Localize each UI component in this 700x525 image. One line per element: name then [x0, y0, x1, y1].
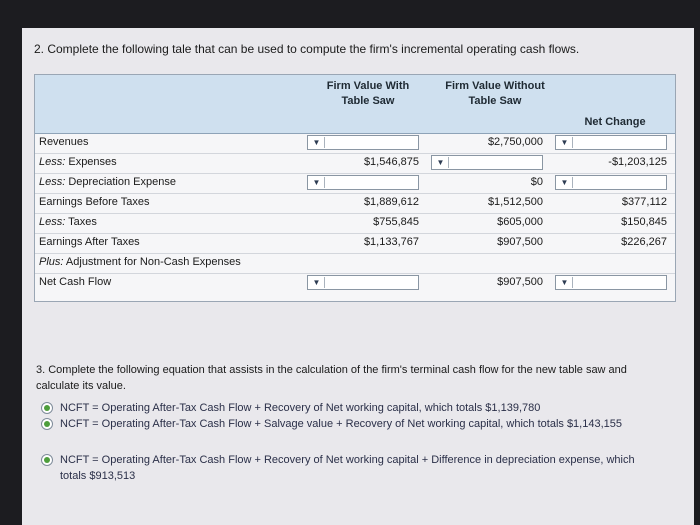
question-3-prompt: 3. Complete the following equation that assists in the calculation of the firm's terminal cash flow for the new table saw and calculate its value.: [36, 364, 627, 392]
table-row: [35, 273, 675, 293]
header-with-table-saw: Firm Value With Table Saw: [326, 80, 410, 107]
row-label: Plus: Adjustment for Non-Cash Expenses: [39, 256, 241, 268]
chevron-down-icon: ▼: [557, 277, 573, 288]
net-cash-flow-with-dropdown[interactable]: [307, 275, 419, 290]
chevron-down-icon: ▼: [557, 177, 573, 188]
eat-net-value: $226,267: [621, 236, 667, 248]
row-label: Earnings Before Taxes: [39, 196, 150, 208]
chevron-down-icon: ▼: [433, 157, 449, 168]
row-label: Less: Taxes: [39, 216, 97, 228]
chevron-down-icon: ▼: [309, 277, 325, 288]
taxes-with-value: $755,845: [373, 216, 419, 228]
expenses-with-value: $1,546,875: [363, 156, 419, 168]
terminal-cash-flow-option-3[interactable]: [60, 452, 660, 484]
option-label: NCFT = Operating After-Tax Cash Flow + Salvage value + Recovery of Net working capital, which totals $1,143,155: [60, 418, 622, 430]
row-label: Earnings After Taxes: [39, 236, 140, 248]
header-net-change: Net Change: [584, 116, 646, 128]
row-label: Revenues: [39, 136, 89, 148]
row-label: Less: Depreciation Expense: [39, 176, 176, 188]
row-label: Less: Expenses: [39, 156, 117, 168]
ebt-with-value: $1,889,612: [363, 196, 419, 208]
expenses-net-value: -$1,203,125: [608, 156, 667, 168]
chevron-down-icon: ▼: [309, 177, 325, 188]
eat-without-value: $907,500: [497, 236, 543, 248]
radio-button[interactable]: [41, 454, 53, 466]
chevron-down-icon: ▼: [309, 137, 325, 148]
radio-button[interactable]: [41, 402, 53, 414]
net-cash-flow-net-dropdown[interactable]: [555, 275, 667, 290]
ebt-without-value: $1,512,500: [487, 196, 543, 208]
table-row: [35, 153, 675, 174]
net-cash-flow-without-value: $907,500: [497, 276, 543, 288]
depreciation-without-value: $0: [530, 176, 543, 188]
chevron-down-icon: ▼: [557, 137, 573, 148]
depreciation-with-dropdown[interactable]: [307, 175, 419, 190]
option-label: NCFT = Operating After-Tax Cash Flow + Recovery of Net working capital + Difference in depreciation expense, which totals $913,513: [60, 454, 635, 482]
revenues-without-value: $2,750,000: [487, 136, 543, 148]
row-label: Net Cash Flow: [39, 276, 112, 288]
terminal-cash-flow-option-1[interactable]: [60, 400, 660, 416]
header-without-table-saw: Firm Value Without Table Saw: [445, 80, 545, 107]
eat-with-value: $1,133,767: [363, 236, 419, 248]
cash-flow-table: [34, 74, 676, 302]
table-row: [35, 233, 675, 254]
expenses-without-dropdown[interactable]: [431, 155, 543, 170]
table-row: [35, 173, 675, 194]
option-label: NCFT = Operating After-Tax Cash Flow + Recovery of Net working capital, which totals $1,139,780: [60, 402, 541, 414]
revenues-with-dropdown[interactable]: [307, 135, 419, 150]
question-2-title: 2. Complete the following tale that can be used to compute the firm's incremental operating cash flows.: [34, 42, 580, 56]
page: [22, 28, 694, 525]
table-row: [35, 213, 675, 234]
taxes-net-value: $150,845: [621, 216, 667, 228]
table-row: [35, 253, 675, 274]
taxes-without-value: $605,000: [497, 216, 543, 228]
table-row: [35, 193, 675, 214]
table-header: [35, 75, 675, 134]
radio-button[interactable]: [41, 418, 53, 430]
terminal-cash-flow-option-2[interactable]: [60, 416, 660, 432]
revenues-net-dropdown[interactable]: [555, 135, 667, 150]
depreciation-net-dropdown[interactable]: [555, 175, 667, 190]
ebt-net-value: $377,112: [621, 196, 667, 208]
table-row: [35, 133, 675, 154]
